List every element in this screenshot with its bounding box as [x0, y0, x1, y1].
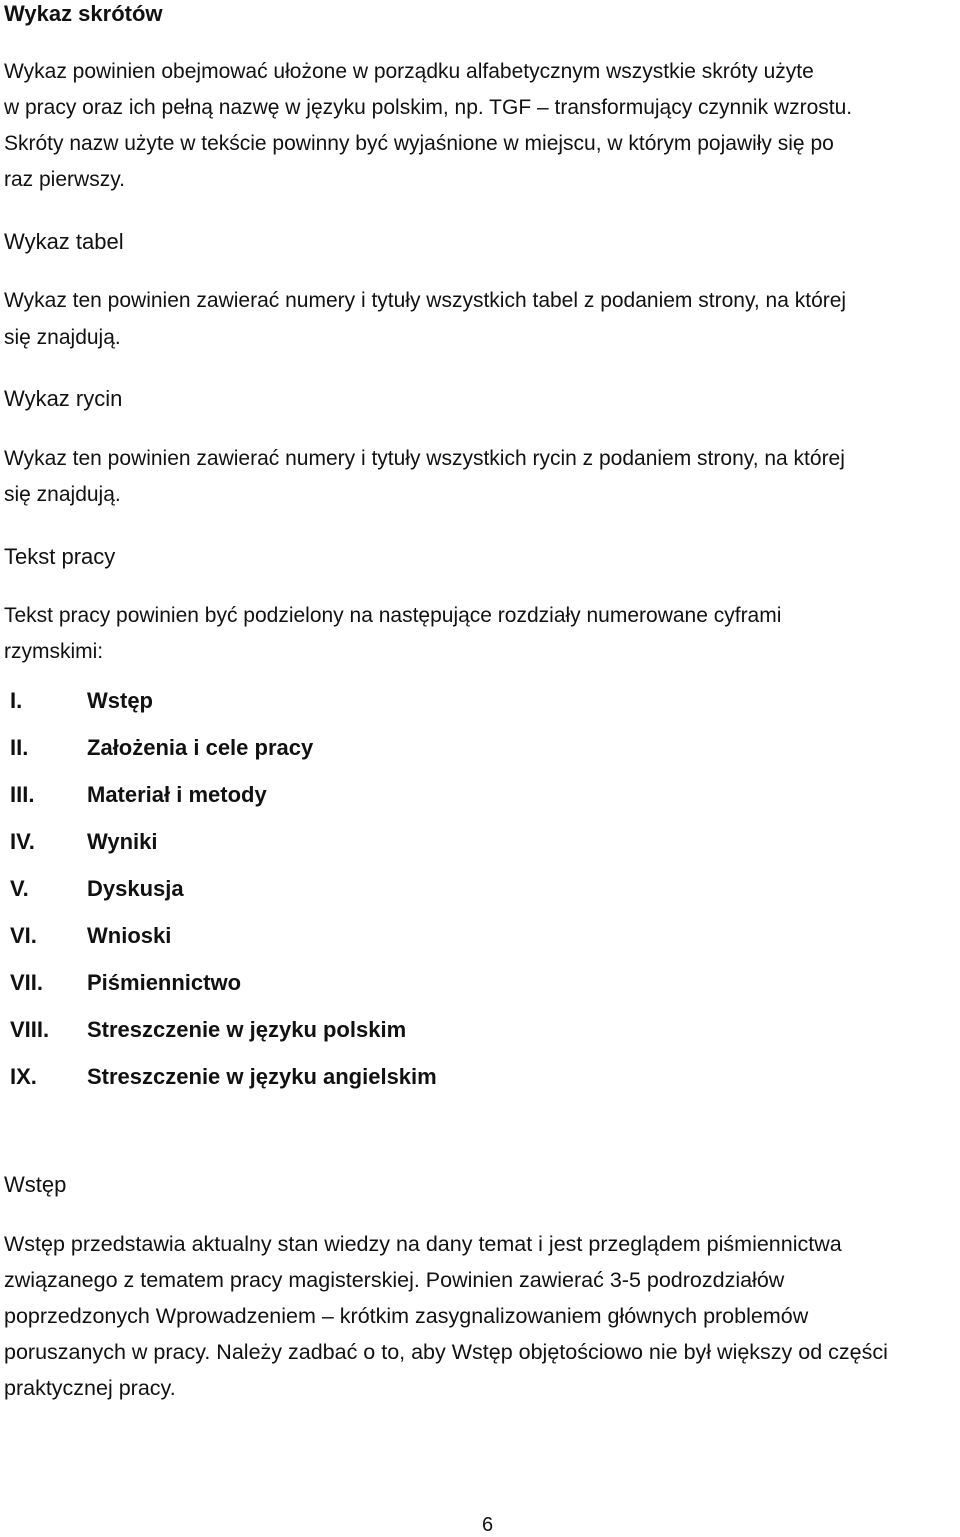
chapter-number: V.	[10, 876, 29, 901]
chapter-label: Materiał i metody	[87, 782, 267, 807]
paragraph-line: się znajdują.	[4, 326, 121, 349]
chapter-label: Wyniki	[87, 829, 158, 854]
paragraph-line: praktycznej pracy.	[4, 1376, 176, 1400]
page-number: 6	[482, 1514, 494, 1536]
paragraph-line: związanego z tematem pracy magisterskiej. Powinien zawierać 3-5 podrozdziałów	[4, 1268, 785, 1292]
chapter-number: III.	[10, 782, 35, 807]
chapter-label: Dyskusja	[87, 876, 184, 901]
section-heading-tables: Wykaz tabel	[4, 229, 124, 254]
chapter-number: I.	[10, 688, 23, 713]
chapter-label: Założenia i cele pracy	[87, 735, 314, 760]
paragraph-line: się znajdują.	[4, 483, 121, 506]
section-heading-abbreviations: Wykaz skrótów	[4, 1, 163, 26]
paragraph-line: w pracy oraz ich pełną nazwę w języku polskim, np. TGF – transformujący czynnik wzrostu.	[4, 96, 853, 119]
paragraph-line: Skróty nazw użyte w tekście powinny być wyjaśnione w miejscu, w którym pojawiły się po	[4, 132, 834, 155]
paragraph-line: Wykaz ten powinien zawierać numery i tytuły wszystkich rycin z podaniem strony, na której	[4, 447, 845, 470]
chapter-number: VII.	[10, 970, 44, 995]
chapter-label: Wstęp	[87, 688, 153, 713]
section-heading-thesis-text: Tekst pracy	[4, 544, 116, 569]
paragraph-line: Wykaz powinien obejmować ułożone w porządku alfabetycznym wszystkie skróty użyte	[4, 60, 814, 83]
chapter-number: IX.	[10, 1064, 37, 1089]
paragraph-line: raz pierwszy.	[4, 168, 125, 191]
chapter-label: Wnioski	[87, 923, 172, 948]
chapter-number: IV.	[10, 829, 35, 854]
chapter-number: VI.	[10, 923, 37, 948]
section-heading-figures: Wykaz rycin	[4, 386, 123, 411]
paragraph-line: poruszanych w pracy. Należy zadbać o to, aby Wstęp objętościowo nie był większy od części	[4, 1340, 888, 1364]
paragraph-line: rzymskimi:	[4, 640, 104, 663]
chapter-number: VIII.	[10, 1017, 50, 1042]
paragraph-line: Wstęp przedstawia aktualny stan wiedzy na dany temat i jest przeglądem piśmiennictwa	[4, 1232, 842, 1256]
section-heading-introduction: Wstęp	[4, 1172, 67, 1197]
paragraph-line: Tekst pracy powinien być podzielony na następujące rozdziały numerowane cyframi	[4, 604, 782, 627]
chapter-label: Streszczenie w języku angielskim	[87, 1064, 437, 1089]
paragraph-line: poprzedzonych Wprowadzeniem – krótkim zasygnalizowaniem głównych problemów	[4, 1304, 809, 1328]
chapter-label: Piśmiennictwo	[87, 970, 242, 995]
paragraph-line: Wykaz ten powinien zawierać numery i tytuły wszystkich tabel z podaniem strony, na której	[4, 289, 847, 312]
chapter-label: Streszczenie w języku polskim	[87, 1017, 407, 1042]
chapter-number: II.	[10, 735, 29, 760]
